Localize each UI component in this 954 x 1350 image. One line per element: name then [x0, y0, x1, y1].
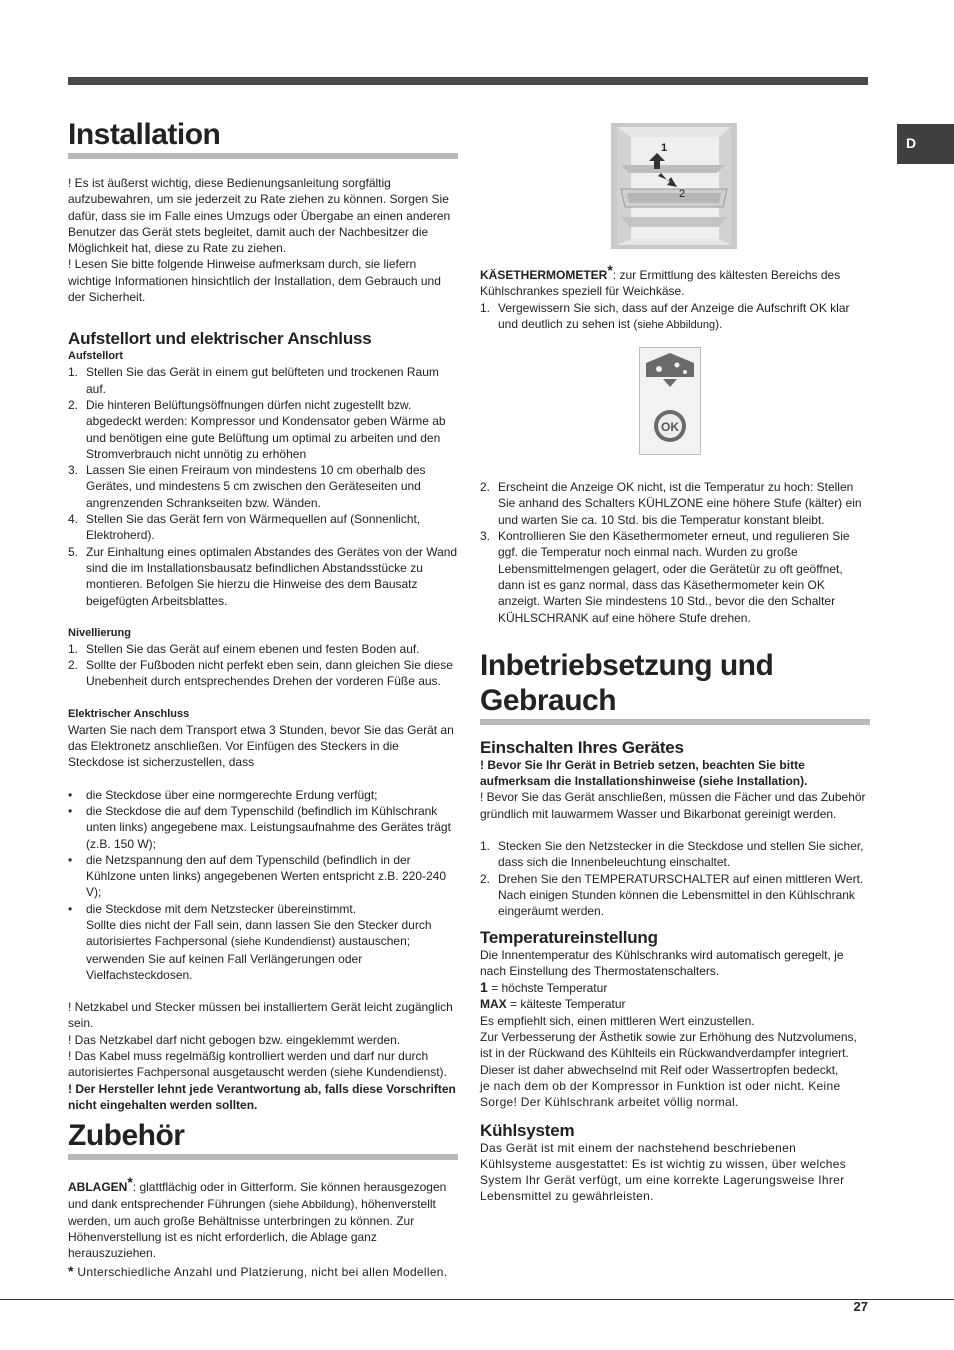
elektrisch-subheading: Elektrischer Anschluss — [68, 707, 190, 720]
list-item: 3. Kontrollieren Sie den Käsethermometer erneut, und regulieren Sie ggf. die Temperatur noch einmal nach. Wurden zu große Lebensmittelmengen gelagert, oder die Gerätetür zu oft geöffnet, dann ist es ganz normal, dass das Käsethermometer kein OK anzeigt. Warten Sie mindestens 10 Std., bevor die den Schalter KÜHLSCHRANK auf eine höhere Stufe drehen. — [480, 529, 850, 625]
ok-label: OK — [661, 420, 679, 434]
list-item: • die Steckdose mit dem Netzstecker übereinstimmt. Sollte dies nicht der Fall sein, dann lassen Sie den Stecker durch autorisiertes Fachpersonal (siehe Kundendienst) austauschen; verwenden Sie auf keinen Fall Verlängerungen oder Vielfachsteckdosen. — [68, 901, 432, 982]
temperatur-note: Zur Verbesserung der Ästhetik sowie zur Erhöhung des Nutzvolumens, ist in der Rückwand des Kühlteils ein Rückwandverdampfer integriert. Dieser ist daher abwechselnd mit Reif oder Wassertropfen bedeckt, — [480, 1030, 857, 1077]
einschalten-heading: Einschalten Ihres Gerätes — [480, 737, 684, 757]
temperatur-heading: Temperatureinstellung — [480, 927, 658, 947]
footnote: * Unterschiedliche Anzahl und Platzierung, nicht bei allen Modellen. — [68, 1262, 448, 1279]
list-item: 4. Stellen Sie das Gerät fern von Wärmequellen auf (Sonnenlicht, Elektroherd). — [68, 512, 421, 543]
zubehoer-title: Zubehör — [68, 1119, 458, 1160]
temperatur-advice: Es empfiehlt sich, einen mittleren Wert einzustellen. — [480, 1013, 755, 1028]
einschalten-warning: ! Bevor Sie Ihr Gerät in Betrieb setzen, beachten Sie bitte aufmerksam die Installationshinweise (siehe Installation). — [480, 757, 808, 789]
elektrisch-bullets — [68, 787, 458, 984]
list-item: 3. Lassen Sie einen Freiraum von mindestens 10 cm oberhalb des Gerätes, und mindestens 5 cm zwischen den Geräteseiten und angrenzenden Schrankseiten bzw. Wänden. — [68, 463, 426, 510]
inbetrieb-title: Inbetriebsetzung und Gebrauch — [480, 648, 870, 725]
nivellierung-list — [68, 641, 458, 690]
list-item: 2. Erscheint die Anzeige OK nicht, ist die Temperatur zu hoch: Stellen Sie anhand des Schalters KÜHLZONE eine höhere Stufe (kälter) ein und warten Sie ca. 10 Std. bis die Temperatur konstant bleibt. — [480, 480, 862, 527]
temperatur-note-2: je nach dem ob der Kompressor in Funktion ist oder nicht. Keine Sorge! Der Kühlschrank arbeitet völlig normal. — [480, 1078, 841, 1110]
installation-intro-2: ! Lesen Sie bitte folgende Hinweise aufmerksam durch, sie liefern wichtige Informationen hinsichtlich der Installation, dem Gebrauch und der Sicherheit. — [68, 257, 441, 305]
kuehlsystem-heading: Kühlsystem — [480, 1120, 575, 1140]
kaese-list-2 — [480, 479, 870, 626]
list-item: 2. Drehen Sie den TEMPERATURSCHALTER auf einen mittleren Wert. Nach einigen Stunden können die Lebensmittel in den Kühlschrank eingeräumt werden. — [480, 871, 864, 919]
list-item: 1. Stellen Sie das Gerät in einem gut belüfteten und trockenen Raum auf. — [68, 365, 439, 396]
temperatur-level-1: 1 = höchste Temperatur — [480, 979, 608, 996]
list-item: • die Netzspannung den auf dem Typenschild (befindlich in der Kühlzone unten links) angegebenen Werten entspricht z.B. 220-240 V); — [68, 852, 447, 900]
aufstellort-list — [68, 364, 458, 608]
einschalten-list — [480, 838, 870, 919]
list-item: • die Steckdose die auf dem Typenschild (befindlich im Kühlschrank unten links) angegebene max. Leistungsaufnahme des Gerätes trägt (z.B. 150 W); — [68, 803, 451, 851]
aufstellort-subheading: Aufstellort — [68, 350, 123, 363]
shelf-label-2: 2 — [679, 188, 686, 200]
note-1: ! Netzkabel und Stecker müssen bei installiertem Gerät leicht zugänglich sein. — [68, 1000, 453, 1031]
temperatur-intro: Die Innentemperatur des Kühlschranks wird automatisch geregelt, je nach Einstellung des Thermostatenschalters. — [480, 947, 844, 978]
note-3: ! Das Kabel muss regelmäßig kontrolliert werden und darf nur durch autorisiertes Fachpersonal ausgetauscht werden (siehe Kundendienst). — [68, 1049, 447, 1080]
right-column — [480, 262, 870, 1205]
temperatur-level-max: MAX = kälteste Temperatur — [480, 997, 626, 1012]
einschalten-note: ! Bevor Sie das Gerät anschließen, müssen die Fächer und das Zubehör gründlich mit lauwarmem Wasser und Bikarbonat gereinigt werden. — [480, 790, 866, 821]
shelf-label-1: 1 — [661, 142, 668, 154]
elektrisch-intro: Warten Sie nach dem Transport etwa 3 Stunden, bevor Sie das Gerät an das Elektronetz anschließen. Vor Einfügen des Steckers in die Steckdose ist sicherzustellen, dass — [68, 722, 454, 770]
list-item: 2. Sollte der Fußboden nicht perfekt eben sein, dann gleichen Sie diese Unebenheit durch entsprechendes Drehen der vorderen Füße aus. — [68, 658, 453, 689]
kaese-paragraph: KÄSETHERMOMETER*: zur Ermittlung des kältesten Bereichs des Kühlschrankes speziell für Weichkäse. — [480, 262, 841, 299]
list-item: 1. Vergewissern Sie sich, dass auf der Anzeige die Aufschrift OK klar und deutlich zu sehen ist (siehe Abbildung). — [480, 300, 850, 331]
ablagen-paragraph: ABLAGEN*: glattflächig oder in Gitterform. Sie können herausgezogen und dank entsprechender Führungen (siehe Abbildung), höhenverstellt werden, um auch große Behältnisse unterbringen zu können. Zur Höhenverstellung ist es nicht erforderlich, die Ablage ganz herauszuziehen. — [68, 1174, 447, 1261]
aufstellort-heading: Aufstellort und elektrischer Anschluss — [68, 329, 372, 349]
note-2: ! Das Netzkabel darf nicht gebogen bzw. eingeklemmt werden. — [68, 1032, 401, 1047]
manufacturer-warning: ! Der Hersteller lehnt jede Verantwortung ab, falls diese Vorschriften nicht eingehalten werden sollten. — [68, 1081, 456, 1112]
top-rule — [68, 77, 868, 85]
installation-title: Installation — [68, 118, 458, 159]
list-item: 1. Stellen Sie das Gerät auf einem ebenen und festen Boden auf. — [68, 641, 420, 656]
installation-intro-1: ! Es ist äußerst wichtig, diese Bedienungsanleitung sorgfältig aufzubewahren, um sie jederzeit zu Rate ziehen zu können. Sorgen Sie dafür, dass sie im Falle eines Umzugs oder Übergabe an einen anderen Benutzer das Gerät stets begleitet, damit auch der Nachbesitzer die Möglichkeit hat, diese zu Rate zu ziehen. — [68, 176, 451, 256]
page-number: 27 — [853, 1299, 868, 1314]
list-item: 2. Die hinteren Belüftungsöffnungen dürfen nicht zugestellt bzw. abgedeckt werden: Kompressor und Kondensator geben Wärme ab und benötigen eine gute Belüftung um optimal zu arbeiten und den Stromverbrauch nicht unnötig zu erhöhen — [68, 397, 446, 461]
kuehlsystem-text: Das Gerät ist mit einem der nachstehend beschriebenen Kühlsysteme ausgestattet: Es ist wichtig zu wissen, über welches System Ihr Gerät verfügt, um eine korrekte Lagerungsweise Ihrer Lebensmittel zu gewährleisten. — [480, 1140, 847, 1204]
list-item: • die Steckdose über eine normgerechte Erdung verfügt; — [68, 787, 378, 802]
left-column — [68, 118, 458, 1280]
list-item: 1. Stecken Sie den Netzstecker in die Steckdose und stellen Sie sicher, dass sich die Innenbeleuchtung einschaltet. — [480, 839, 864, 870]
kaese-list-1 — [480, 300, 870, 334]
nivellierung-subheading: Nivellierung — [68, 626, 131, 639]
language-tab: D — [897, 124, 954, 164]
list-item: 5. Zur Einhaltung eines optimalen Abstandes des Gerätes von der Wand sind die im Installationsbausatz befindlichen Abstandsstücke zu montieren. Befolgen Sie hierzu die Hinweise des dem Bausatz beigefügten Arbeitsblattes. — [68, 544, 458, 608]
shelf-adjustment-figure — [611, 123, 737, 249]
